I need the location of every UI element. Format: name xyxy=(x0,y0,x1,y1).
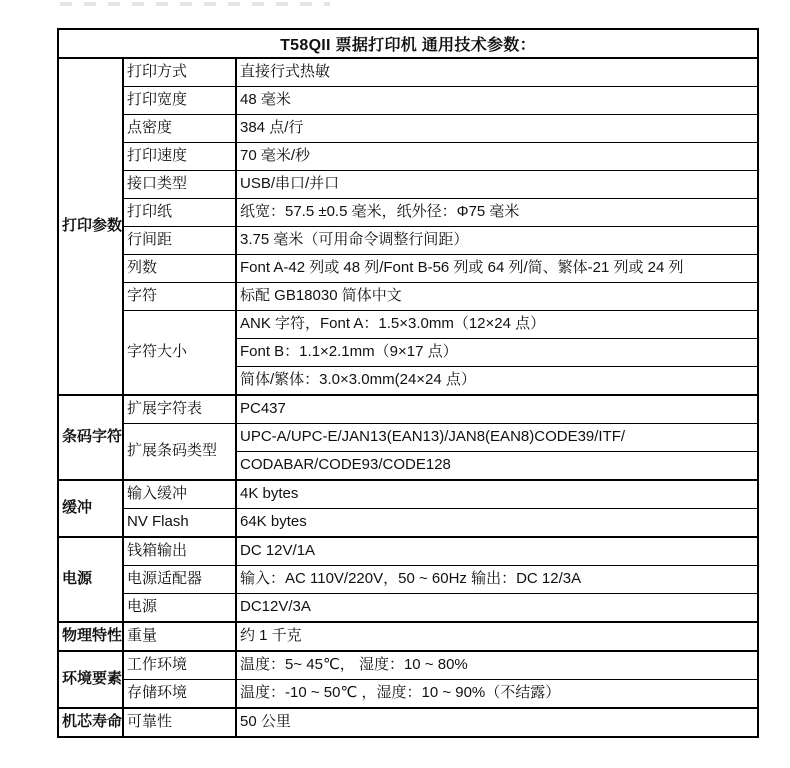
table-row xyxy=(58,283,758,311)
spec-label-cell: 扩展条码类型 xyxy=(123,424,236,481)
spec-value-cell: 输入：AC 110V/220V，50 ~ 60Hz 输出：DC 12/3A xyxy=(236,566,758,594)
category-cell: 条码字符 xyxy=(58,395,123,480)
table-row xyxy=(58,255,758,283)
category-cell: 缓冲 xyxy=(58,480,123,537)
table-row xyxy=(58,708,758,737)
spec-value-cell: 4K bytes xyxy=(236,480,758,509)
table-row xyxy=(58,651,758,680)
spec-label-cell: 字符 xyxy=(123,283,236,311)
spec-value-cell: 直接行式热敏 xyxy=(236,58,758,87)
spec-value-cell: 纸宽：57.5 ±0.5 毫米，纸外径：Φ75 毫米 xyxy=(236,199,758,227)
table-row xyxy=(58,566,758,594)
table-row xyxy=(58,87,758,115)
spec-value-cell: 3.75 毫米（可用命令调整行间距） xyxy=(236,227,758,255)
spec-label-cell: 扩展字符表 xyxy=(123,395,236,424)
table-row xyxy=(58,622,758,651)
spec-value-cell: DC 12V/1A xyxy=(236,537,758,566)
table-row xyxy=(58,680,758,709)
table-row xyxy=(58,395,758,424)
category-cell: 电源 xyxy=(58,537,123,622)
spec-value-cell: CODABAR/CODE93/CODE128 xyxy=(236,452,758,481)
spec-label-cell: 点密度 xyxy=(123,115,236,143)
cropped-text-artifact xyxy=(60,2,330,6)
spec-label-cell: 打印宽度 xyxy=(123,87,236,115)
spec-label-cell: 接口类型 xyxy=(123,171,236,199)
table-row xyxy=(58,171,758,199)
spec-value-cell: 70 毫米/秒 xyxy=(236,143,758,171)
spec-label-cell: 打印纸 xyxy=(123,199,236,227)
spec-label-cell: 打印速度 xyxy=(123,143,236,171)
table-row xyxy=(58,537,758,566)
spec-label-cell: 行间距 xyxy=(123,227,236,255)
table-row xyxy=(58,424,758,452)
table-row xyxy=(58,199,758,227)
spec-value-cell: 约 1 千克 xyxy=(236,622,758,651)
spec-label-cell: 输入缓冲 xyxy=(123,480,236,509)
spec-label-cell: 电源适配器 xyxy=(123,566,236,594)
spec-label-cell: 钱箱输出 xyxy=(123,537,236,566)
category-cell: 打印参数 xyxy=(58,58,123,395)
spec-value-cell: 384 点/行 xyxy=(236,115,758,143)
spec-label-cell: 列数 xyxy=(123,255,236,283)
spec-value-cell: 48 毫米 xyxy=(236,87,758,115)
table-row xyxy=(58,480,758,509)
table-row xyxy=(58,509,758,538)
spec-value-cell: DC12V/3A xyxy=(236,594,758,623)
category-cell: 环境要素 xyxy=(58,651,123,708)
spec-label-cell: 工作环境 xyxy=(123,651,236,680)
spec-value-cell: PC437 xyxy=(236,395,758,424)
spec-value-cell: 50 公里 xyxy=(236,708,758,737)
spec-value-cell: 温度：-10 ~ 50℃ ，湿度：10 ~ 90%（不结露） xyxy=(236,680,758,709)
spec-label-cell: 重量 xyxy=(123,622,236,651)
spec-table-body xyxy=(58,58,758,737)
spec-value-cell: Font B：1.1×2.1mm（9×17 点） xyxy=(236,339,758,367)
table-row xyxy=(58,143,758,171)
spec-value-cell: UPC-A/UPC-E/JAN13(EAN13)/JAN8(EAN8)CODE39/ITF/ xyxy=(236,424,758,452)
table-row xyxy=(58,311,758,339)
spec-value-cell: 温度：5~ 45℃， 湿度：10 ~ 80% xyxy=(236,651,758,680)
spec-label-cell: 存储环境 xyxy=(123,680,236,709)
spec-value-cell: 简体/繁体：3.0×3.0mm(24×24 点） xyxy=(236,367,758,396)
table-row xyxy=(58,594,758,623)
table-title: T58QII 票据打印机 通用技术参数： xyxy=(58,29,758,58)
spec-label-cell: 打印方式 xyxy=(123,58,236,87)
spec-value-cell: USB/串口/并口 xyxy=(236,171,758,199)
table-row xyxy=(58,227,758,255)
spec-label-cell: NV Flash xyxy=(123,509,236,538)
spec-label-cell: 字符大小 xyxy=(123,311,236,396)
spec-label-cell: 电源 xyxy=(123,594,236,623)
category-cell: 机芯寿命 xyxy=(58,708,123,737)
category-cell: 物理特性 xyxy=(58,622,123,651)
spec-value-cell: ANK 字符，Font A：1.5×3.0mm（12×24 点） xyxy=(236,311,758,339)
spec-label-cell: 可靠性 xyxy=(123,708,236,737)
spec-value-cell: 标配 GB18030 简体中文 xyxy=(236,283,758,311)
spec-value-cell: Font A-42 列或 48 列/Font B-56 列或 64 列/简、繁体-21 列或 24 列 xyxy=(236,255,758,283)
spec-value-cell: 64K bytes xyxy=(236,509,758,538)
table-row xyxy=(58,115,758,143)
table-row xyxy=(58,58,758,87)
spec-table xyxy=(57,28,759,738)
